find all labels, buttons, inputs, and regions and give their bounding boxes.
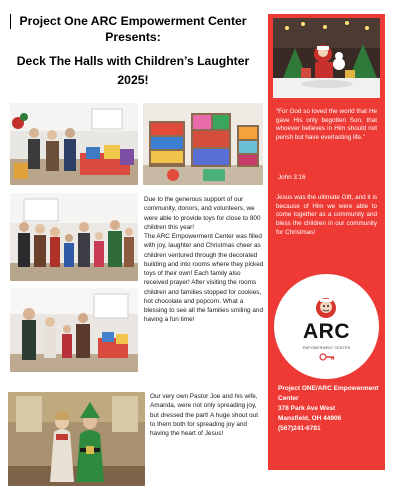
arc-logo <box>274 274 379 379</box>
title-line-1: Project One ARC Empowerment Center <box>19 14 247 28</box>
logo-text: ARC <box>303 320 350 343</box>
photo-families-group <box>10 193 138 281</box>
title-line-2: Presents: <box>105 30 161 44</box>
address-name: Project ONE/ARC Empowerment Center <box>278 385 379 402</box>
title-line-3: Deck The Halls with Children’s Laughter <box>16 54 250 68</box>
pastor-note: Our very own Pastor Joe and his wife, Amanda, were not only spreading joy, but dressed the part! A huge shout out to them both for spreading joy and having the heart of Jesus! <box>150 393 259 437</box>
photo-family-toys <box>10 288 138 372</box>
photo-pastor-and-wife <box>8 392 145 486</box>
logo-subtitle: EMPOWERMENT CENTER <box>302 346 351 350</box>
key-icon <box>319 353 335 361</box>
photo-toy-shelves <box>143 103 263 185</box>
photo-christmas-decor <box>273 18 380 98</box>
title-line-4: 2025! <box>117 73 149 87</box>
sidebar-panel <box>268 14 385 470</box>
contact-address <box>278 384 379 434</box>
description-paragraph-1: Due to the generous support of our community, donors, and volunteers, we were able to provide toys for close to 800 children this year! <box>144 196 261 231</box>
verse-reference: John 3:16 <box>278 174 306 181</box>
title-block <box>8 14 258 88</box>
address-street: 378 Park Ave West <box>278 404 336 412</box>
address-city: Mansfield, OH 44906 <box>278 414 342 422</box>
photo-volunteers-toys <box>10 103 138 185</box>
mascot-icon <box>310 296 342 320</box>
event-description <box>144 195 264 325</box>
address-phone: (567)241-6781 <box>278 424 321 432</box>
christmas-message: Jesus was the ultimate Gift, and it is because of Him we were able to come together as a community and bless the children in our community for Christmas! <box>276 194 377 236</box>
bible-verse: “For God so loved the world that He gave His only begotten Son, that whoever believes in Him should not perish but have everlasting life.” <box>276 108 377 142</box>
description-paragraph-2: The ARC Empowerment Center was filled with joy, laughter and Christmas cheer as children ventured through the decorated building and into rooms where they picked toys of their own! Each family also received prayer! After visiting the rooms children and families stopped for cookies, hot chocolate and popcorn. What a blessing to see all the families smiling and having a fun time! <box>144 233 264 324</box>
